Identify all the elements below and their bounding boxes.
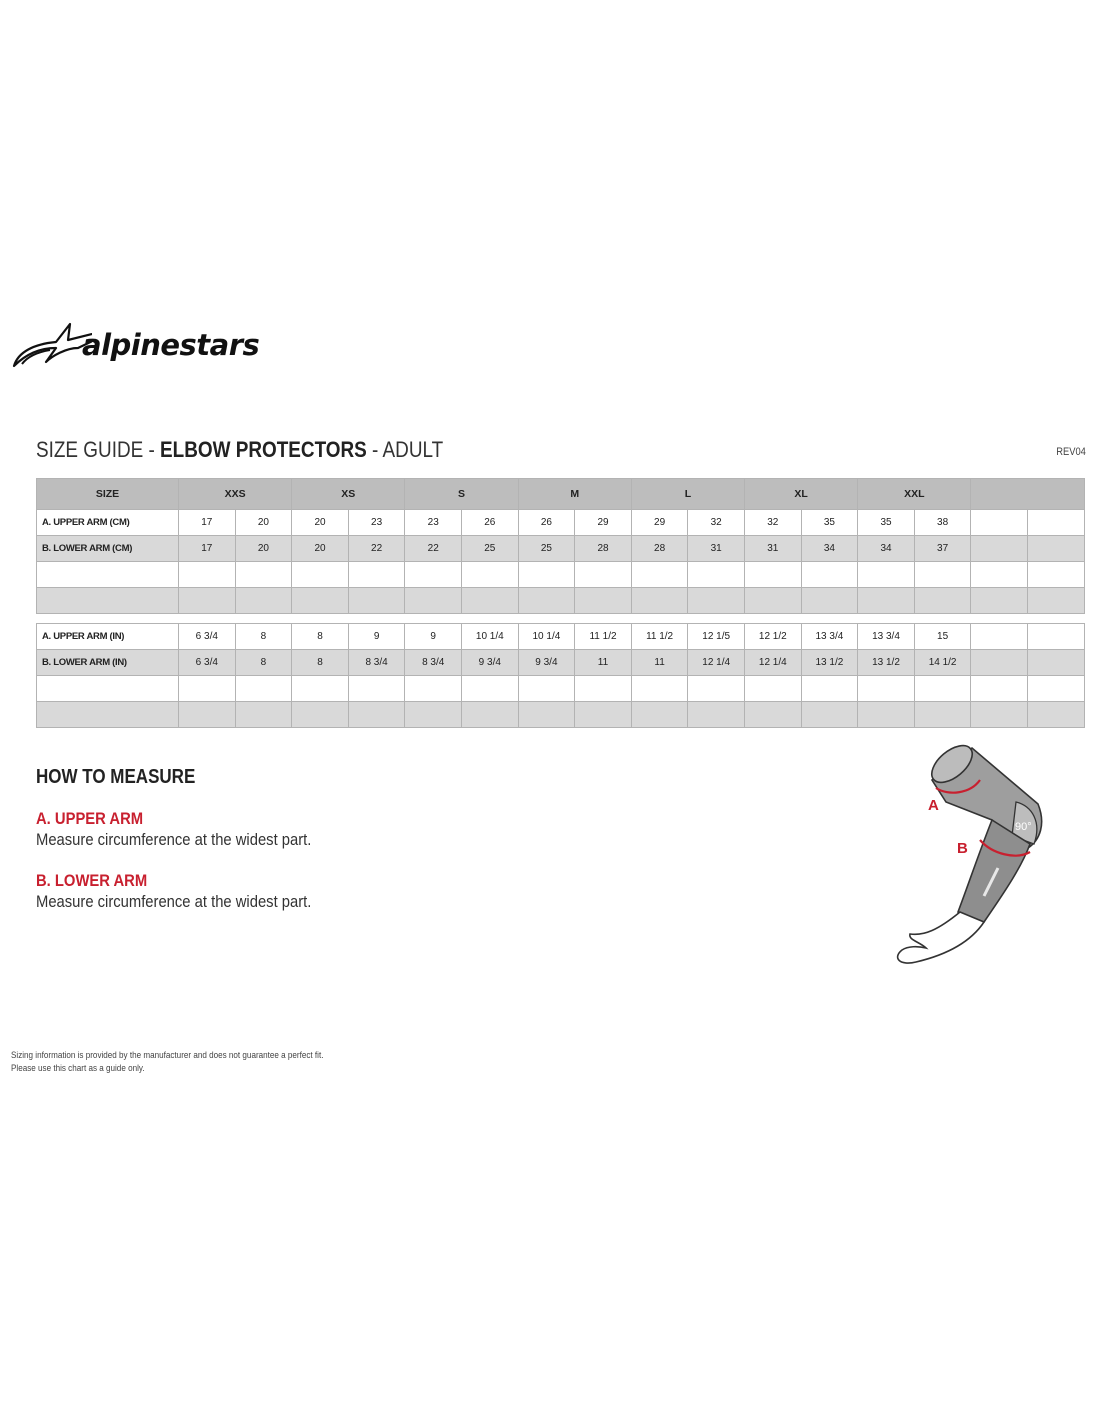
table-cell: 20 (235, 536, 292, 562)
table-cell (235, 676, 292, 702)
table-cell (801, 676, 858, 702)
disclaimer-line-2: Please use this chart as a guide only. (11, 1063, 145, 1073)
table-cell (292, 588, 349, 614)
table-cell (914, 702, 971, 728)
table-cell: 12 1/2 (745, 624, 802, 650)
brand-wordmark: alpinestars (82, 328, 260, 362)
table-cell (1028, 702, 1085, 728)
table-cell (1028, 588, 1085, 614)
table-cell (348, 588, 405, 614)
table-cell (462, 588, 519, 614)
star-logo-icon (12, 318, 92, 374)
table-cell: 13 3/4 (858, 624, 915, 650)
table-cell (971, 562, 1028, 588)
table-cell (518, 676, 575, 702)
table-cell (292, 702, 349, 728)
table-cell: 28 (575, 536, 632, 562)
table-cell (575, 562, 632, 588)
table-cell (971, 510, 1028, 536)
table-cell: 11 1/2 (631, 624, 688, 650)
table-cell: 32 (745, 510, 802, 536)
table-row (37, 624, 1085, 650)
table-cell (235, 702, 292, 728)
table-cell: 28 (631, 536, 688, 562)
size-header-cell: SIZE (37, 479, 179, 510)
table-cell: 22 (405, 536, 462, 562)
table-cell (179, 562, 236, 588)
table-cell (575, 702, 632, 728)
table-cell (348, 562, 405, 588)
table-cell: 34 (858, 536, 915, 562)
table-cell (914, 676, 971, 702)
table-cell: 20 (235, 510, 292, 536)
row-label (37, 562, 179, 588)
table-cell (745, 702, 802, 728)
table-cell (1028, 624, 1085, 650)
table-cell: 13 1/2 (801, 650, 858, 676)
table-cell (405, 562, 462, 588)
table-cell (858, 562, 915, 588)
table-cell: 9 3/4 (518, 650, 575, 676)
table-cell (1028, 650, 1085, 676)
table-cell: 11 (575, 650, 632, 676)
table-cell: 23 (348, 510, 405, 536)
table-cell (631, 702, 688, 728)
table-cell (801, 562, 858, 588)
table-cell: 8 3/4 (405, 650, 462, 676)
table-spacer-row (37, 614, 1085, 624)
upper-arm-description: Measure circumference at the widest part. (36, 830, 312, 849)
table-cell (801, 588, 858, 614)
table-cell (518, 562, 575, 588)
table-cell (462, 702, 519, 728)
table-cell: 10 1/4 (462, 624, 519, 650)
table-cell: 26 (462, 510, 519, 536)
table-cell (971, 536, 1028, 562)
upper-arm-heading: A. UPPER ARM (36, 809, 144, 828)
table-cell (971, 702, 1028, 728)
table-cell: 10 1/4 (518, 624, 575, 650)
table-cell: 14 1/2 (914, 650, 971, 676)
table-cell (575, 676, 632, 702)
table-cell (1028, 676, 1085, 702)
table-cell (235, 562, 292, 588)
lower-arm-description: Measure circumference at the widest part. (36, 892, 312, 911)
table-header-row (37, 479, 1085, 510)
table-row (37, 702, 1085, 728)
table-cell: 35 (858, 510, 915, 536)
table-cell (292, 676, 349, 702)
angle-label: 90° (1015, 821, 1032, 833)
table-cell (914, 588, 971, 614)
table-cell (688, 588, 745, 614)
table-row (37, 510, 1085, 536)
table-cell: 9 (405, 624, 462, 650)
table-cell (292, 562, 349, 588)
table-cell: 25 (462, 536, 519, 562)
table-cell: 34 (801, 536, 858, 562)
table-cell (971, 588, 1028, 614)
table-cell (858, 702, 915, 728)
row-label: A. UPPER ARM (IN) (37, 624, 179, 650)
table-cell: 26 (518, 510, 575, 536)
table-cell: 38 (914, 510, 971, 536)
table-cell: 31 (688, 536, 745, 562)
table-cell (1028, 510, 1085, 536)
spacer-cell (37, 614, 1085, 624)
lower-arm-heading: B. LOWER ARM (36, 871, 148, 890)
table-cell (688, 676, 745, 702)
table-cell: 8 (235, 650, 292, 676)
size-column-header: S (405, 479, 518, 510)
table-cell (631, 588, 688, 614)
how-to-measure-heading: HOW TO MEASURE (36, 766, 196, 788)
table-cell: 9 3/4 (462, 650, 519, 676)
row-label: B. LOWER ARM (IN) (37, 650, 179, 676)
table-cell (1028, 562, 1085, 588)
table-cell: 12 1/4 (688, 650, 745, 676)
table-cell: 8 (235, 624, 292, 650)
table-cell: 9 (348, 624, 405, 650)
table-cell: 11 1/2 (575, 624, 632, 650)
table-cell: 6 3/4 (179, 624, 236, 650)
table-cell: 25 (518, 536, 575, 562)
table-cell (688, 562, 745, 588)
table-cell (235, 588, 292, 614)
table-cell (405, 588, 462, 614)
table-cell (405, 676, 462, 702)
size-table (36, 478, 1085, 728)
arm-measurement-diagram (880, 740, 1060, 972)
table-row (37, 562, 1085, 588)
table-cell (631, 562, 688, 588)
table-cell (348, 676, 405, 702)
table-cell (1028, 536, 1085, 562)
table-row (37, 650, 1085, 676)
table-cell (179, 676, 236, 702)
table-cell (914, 562, 971, 588)
table-cell: 29 (631, 510, 688, 536)
table-cell (745, 676, 802, 702)
table-cell (688, 702, 745, 728)
table-cell: 31 (745, 536, 802, 562)
table-cell (745, 562, 802, 588)
label-b: B (957, 840, 968, 857)
table-cell: 8 3/4 (348, 650, 405, 676)
table-cell: 35 (801, 510, 858, 536)
label-a: A (928, 797, 939, 814)
size-column-header: L (631, 479, 744, 510)
table-cell: 17 (179, 510, 236, 536)
table-cell: 12 1/4 (745, 650, 802, 676)
table-cell (971, 676, 1028, 702)
table-cell (745, 588, 802, 614)
table-cell (971, 650, 1028, 676)
revision-code: REV04 (1056, 446, 1086, 458)
table-cell: 23 (405, 510, 462, 536)
size-column-header: XL (745, 479, 858, 510)
table-cell (518, 588, 575, 614)
table-cell: 13 1/2 (858, 650, 915, 676)
table-cell: 29 (575, 510, 632, 536)
table-cell: 17 (179, 536, 236, 562)
table-cell (405, 702, 462, 728)
table-cell: 8 (292, 650, 349, 676)
table-cell (179, 702, 236, 728)
table-cell: 20 (292, 510, 349, 536)
table-cell: 6 3/4 (179, 650, 236, 676)
table-cell (801, 702, 858, 728)
table-cell (348, 702, 405, 728)
page-title (36, 437, 443, 463)
table-cell (858, 588, 915, 614)
size-column-header: XXL (858, 479, 971, 510)
table-cell: 13 3/4 (801, 624, 858, 650)
table-row (37, 676, 1085, 702)
table-cell (631, 676, 688, 702)
title-prefix: SIZE GUIDE - (36, 437, 161, 462)
row-label: A. UPPER ARM (CM) (37, 510, 179, 536)
row-label (37, 676, 179, 702)
size-column-header (971, 479, 1084, 510)
table-cell (179, 588, 236, 614)
title-product: ELBOW PROTECTORS (160, 437, 367, 462)
table-cell: 8 (292, 624, 349, 650)
table-cell (858, 676, 915, 702)
row-label (37, 588, 179, 614)
brand-logo (12, 318, 272, 374)
table-cell: 37 (914, 536, 971, 562)
row-label (37, 702, 179, 728)
hand-shape (898, 912, 984, 963)
table-cell: 20 (292, 536, 349, 562)
row-label: B. LOWER ARM (CM) (37, 536, 179, 562)
table-cell: 11 (631, 650, 688, 676)
table-row (37, 536, 1085, 562)
table-cell (518, 702, 575, 728)
size-column-header: XS (292, 479, 405, 510)
table-cell: 32 (688, 510, 745, 536)
table-cell (971, 624, 1028, 650)
table-row (37, 588, 1085, 614)
table-cell: 15 (914, 624, 971, 650)
title-suffix: - ADULT (366, 437, 444, 462)
table-cell (462, 676, 519, 702)
table-cell (462, 562, 519, 588)
table-cell: 22 (348, 536, 405, 562)
disclaimer-line-1: Sizing information is provided by the manufacturer and does not guarantee a perfect fit. (11, 1050, 324, 1060)
table-cell: 12 1/5 (688, 624, 745, 650)
table-cell (575, 588, 632, 614)
size-column-header: M (518, 479, 631, 510)
size-column-header: XXS (179, 479, 292, 510)
